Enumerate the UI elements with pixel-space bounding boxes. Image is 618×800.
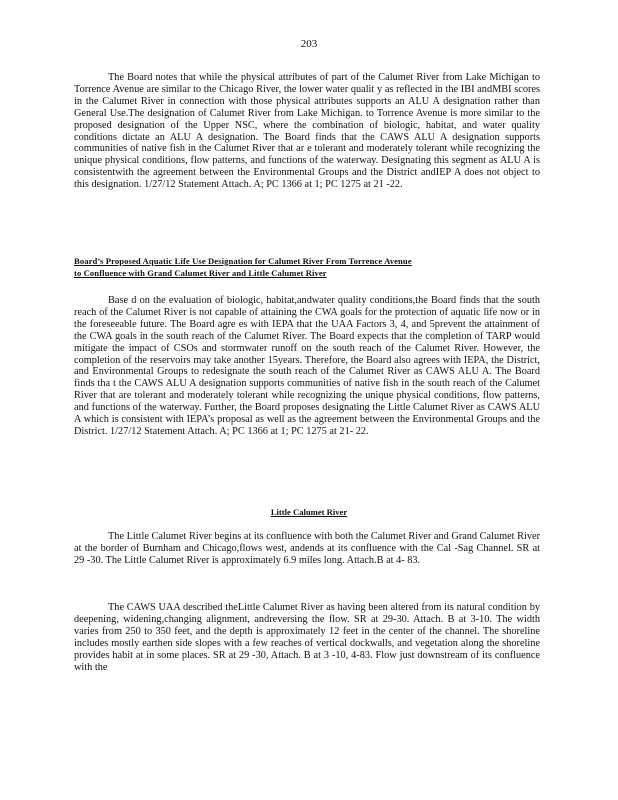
- section-heading-proposed-designation: [74, 255, 540, 279]
- section-heading-line-1: Board’s Proposed Aquatic Life Use Designation for Calumet River From Torrence Avenue: [74, 256, 412, 266]
- paragraph-caws-uaa-description: The CAWS UAA described theLittle Calumet River as having been altered from its natural condition by deepening, widening,changing alignment, andreversing the flow. SR at 29-30. Attach. B at 3-10. The width varies from 250 to 350 feet, and the depth is approximately 12 feet in the center of the channel. The shoreline includes mostly earthen side slopes with a few reaches of vertical dockwalls, and vegetation along the shoreline provides habit at in some places. SR at 29 -30, Attach. B at 3 -10, 4-83. Flow just downstream of its confluence with the: [74, 602, 540, 673]
- section-heading-line-2: [74, 267, 540, 279]
- heading-little-calumet-river: Little Calumet River: [270, 507, 348, 517]
- paragraph-south-reach-calumet: Base d on the evaluation of biologic, habitat,andwater quality conditions,the Board finds that the south reach of the Calumet River is not capable of attaining the CWA goals for the protection of aquatic life now or in the foreseeable future. The Board agre es with IEPA that the UAA Factors 3, 4, and 5prevent the attainment of the CWA goals in the south reach of the Calumet River. The Board expects that the completion of TARP would mitigate the impact of CSOs and stormwater runoff on the south reach of the Calumet River. However, the completion of the reservoirs may take another 15years. Therefore, the Board also agrees with IEPA, the District, and Environmental Groups to redesignate the south reach of the Calumet River as CAWS ALU A. The Board finds tha t the CAWS ALU A designation supports communities of native fish in the south reach of the Calumet River that are tolerant and moderately tolerant while recognizing the unique physical conditions, flow patterns, and functions of the waterway. Further, the Board proposes designating the Little Calumet River as CAWS ALU A which is consistent with IEPA’s proposal as well as the agreement between the Environmental Groups and the District. 1/27/12 Statement Attach. A; PC 1366 at 1; PC 1275 at 21- 22.: [74, 295, 540, 437]
- paragraph-little-calumet-overview: The Little Calumet River begins at its confluence with both the Calumet River and Grand Calumet River at the border of Burnham and Chicago,flows west, andends at its confluence with the Cal -Sag Channel. SR at 29 -30. The Little Calumet River is approximately 6.9 miles long. Attach.B at 4- 83.: [74, 531, 540, 566]
- page-number: 203: [300, 38, 318, 50]
- section-heading-line-2-text: to Confluence with Grand Calumet River and Little Calumet River: [74, 268, 327, 278]
- paragraph-calumet-lake-michigan: The Board notes that while the physical attributes of part of the Calumet River from Lake Michigan to Torrence Avenue are similar to the Chicago River, the lower water qualit y as reflected in the IBI andMBI scores in the Calumet River in connection with those physical attributes supports an ALU A designation rather than General Use.The designation of Calumet River from Lake Michigan. to Torrence Avenue is more similar to the proposed designation of the Upper NSC, where the combination of biologic, habitat, and water quality conditions dictate an ALU A designation. The Board finds that the CAWS ALU A designation supports communities of native fish in the Calumet River that ar e tolerant and moderately tolerant while recognizing the unique physical conditions, flow patterns, and functions of the waterway. Designating this segment as ALU A is consistentwith the agreement between the Environmental Groups and the District andIEP A does not object to this designation. 1/27/12 Statement Attach. A; PC 1366 at 1; PC 1275 at 21 -22.: [74, 72, 540, 191]
